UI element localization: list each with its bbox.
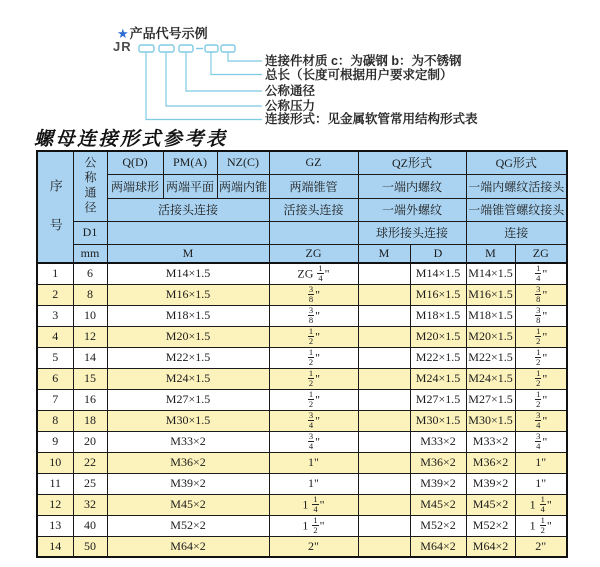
cell-seq: 4 bbox=[37, 326, 73, 347]
header-d1: D1 bbox=[73, 221, 107, 244]
cell-dn-mm: 20 bbox=[73, 431, 107, 452]
cell-dn-mm: 18 bbox=[73, 410, 107, 431]
cell-qg-zg: 1 $\frac{1}{2}$ " bbox=[515, 515, 567, 536]
cell-qg-m: M33×2 bbox=[466, 431, 515, 452]
header-qg: QG形式 bbox=[466, 151, 567, 174]
code-box-1 bbox=[139, 45, 154, 52]
header-nzc-desc: 两端内锥 bbox=[217, 174, 269, 198]
cell-qg-zg: $\frac{1}{2}$ " bbox=[515, 368, 567, 389]
cell-m: M39×2 bbox=[107, 473, 269, 494]
header-pma: PM(A) bbox=[163, 151, 217, 174]
cell-gz-zg: $\frac{1}{2}$ " bbox=[269, 326, 358, 347]
table-row bbox=[37, 494, 567, 515]
cell-seq: 9 bbox=[37, 431, 73, 452]
cell-m: M14×1.5 bbox=[107, 263, 269, 284]
header-qg-desc2: 一端锥管螺纹接头 bbox=[466, 198, 567, 221]
code-box-5 bbox=[221, 45, 235, 52]
cell-gz-zg: $\frac{3}{8}$ " bbox=[269, 284, 358, 305]
cell-qg-zg: $\frac{1}{2}$ " bbox=[515, 326, 567, 347]
cell-qz-m bbox=[358, 473, 410, 494]
header-union-connection: 活接头连接 bbox=[107, 198, 269, 221]
header-qg-connection: 连接 bbox=[466, 221, 567, 244]
cell-qg-zg: 2" bbox=[515, 536, 567, 557]
leader-line-length bbox=[211, 52, 262, 75]
leader-line-pressure bbox=[166, 52, 262, 106]
header-dn-label: 公称通径 bbox=[83, 155, 97, 216]
cell-qz-m bbox=[358, 368, 410, 389]
cell-seq: 6 bbox=[37, 368, 73, 389]
cell-qz-d: M30×1.5 bbox=[410, 410, 466, 431]
cell-qz-m bbox=[358, 431, 410, 452]
code-box-3 bbox=[179, 45, 193, 52]
cell-dn-mm: 32 bbox=[73, 494, 107, 515]
code-label-material: 连接件材质 c：为碳钢 b：为不锈钢 bbox=[265, 54, 462, 68]
table-row bbox=[37, 305, 567, 326]
cell-gz-zg: $\frac{3}{4}$ " bbox=[269, 410, 358, 431]
cell-dn-mm: 16 bbox=[73, 389, 107, 410]
cell-gz-zg: 2" bbox=[269, 536, 358, 557]
cell-gz-zg: 1" bbox=[269, 473, 358, 494]
header-gz: GZ bbox=[269, 151, 358, 174]
code-label-length: 总长（长度可根据用户要求定制） bbox=[265, 68, 453, 82]
cell-qz-d: M39×2 bbox=[410, 473, 466, 494]
cell-seq: 12 bbox=[37, 494, 73, 515]
cell-m: M52×2 bbox=[107, 515, 269, 536]
cell-qg-zg: 1 $\frac{1}{4}$ " bbox=[515, 494, 567, 515]
cell-m: M18×1.5 bbox=[107, 305, 269, 326]
cell-gz-zg: $\frac{1}{2}$ " bbox=[269, 368, 358, 389]
cell-qz-d: M22×1.5 bbox=[410, 347, 466, 368]
cell-qg-zg: $\frac{3}{4}$ " bbox=[515, 410, 567, 431]
cell-dn-mm: 8 bbox=[73, 284, 107, 305]
cell-qz-d: M33×2 bbox=[410, 431, 466, 452]
header-qz-desc1: 一端内螺纹 bbox=[358, 174, 466, 198]
cell-m: M33×2 bbox=[107, 431, 269, 452]
cell-gz-zg: $\frac{3}{8}$ " bbox=[269, 305, 358, 326]
cell-dn-mm: 50 bbox=[73, 536, 107, 557]
header-qd: Q(D) bbox=[107, 151, 163, 174]
cell-seq: 2 bbox=[37, 284, 73, 305]
cell-gz-zg: $\frac{1}{2}$ " bbox=[269, 347, 358, 368]
cell-seq: 3 bbox=[37, 305, 73, 326]
table-row bbox=[37, 473, 567, 494]
header-gz-connection: 活接头连接 bbox=[269, 198, 358, 221]
cell-qg-m: M45×2 bbox=[466, 494, 515, 515]
cell-qz-m bbox=[358, 305, 410, 326]
cell-qg-zg: $\frac{3}{8}$ " bbox=[515, 284, 567, 305]
cell-dn-mm: 6 bbox=[73, 263, 107, 284]
code-label-pressure: 公称压力 bbox=[265, 99, 316, 113]
cell-qz-d: M18×1.5 bbox=[410, 305, 466, 326]
cell-qz-d: M64×2 bbox=[410, 536, 466, 557]
header-qz-desc2: 一端外螺纹 bbox=[358, 198, 466, 221]
table-row bbox=[37, 326, 567, 347]
cell-qg-m: M14×1.5 bbox=[466, 263, 515, 284]
cell-m: M20×1.5 bbox=[107, 326, 269, 347]
header-pma-desc: 两端平面 bbox=[163, 174, 217, 198]
cell-seq: 13 bbox=[37, 515, 73, 536]
cell-qz-d: M45×2 bbox=[410, 494, 466, 515]
star-icon: ★ bbox=[117, 26, 129, 41]
code-label-diameter: 公称通径 bbox=[265, 84, 316, 98]
cell-m: M36×2 bbox=[107, 452, 269, 473]
cell-qz-m bbox=[358, 389, 410, 410]
cell-qg-m: M18×1.5 bbox=[466, 305, 515, 326]
cell-dn-mm: 15 bbox=[73, 368, 107, 389]
cell-dn-mm: 14 bbox=[73, 347, 107, 368]
table-row bbox=[37, 368, 567, 389]
header-seq bbox=[37, 151, 73, 263]
header-blank-gz bbox=[269, 221, 358, 244]
header-seq-label: 序号 bbox=[47, 179, 63, 257]
header-gz-desc: 两端锥管 bbox=[269, 174, 358, 198]
code-boxes bbox=[139, 45, 235, 52]
cell-qz-m bbox=[358, 326, 410, 347]
cell-m: M27×1.5 bbox=[107, 389, 269, 410]
cell-dn-mm: 22 bbox=[73, 452, 107, 473]
table-row bbox=[37, 389, 567, 410]
cell-gz-zg: $\frac{1}{2}$ " bbox=[269, 389, 358, 410]
cell-qz-m bbox=[358, 410, 410, 431]
header-m-main: M bbox=[107, 244, 269, 263]
cell-qg-m: M64×2 bbox=[466, 536, 515, 557]
cell-qg-zg: $\frac{1}{2}$ " bbox=[515, 347, 567, 368]
cell-qz-m bbox=[358, 515, 410, 536]
cell-qg-m: M39×2 bbox=[466, 473, 515, 494]
cell-gz-zg: $\frac{3}{4}$ " bbox=[269, 431, 358, 452]
cell-dn-mm: 12 bbox=[73, 326, 107, 347]
header-d-qz: D bbox=[410, 244, 466, 263]
table-row bbox=[37, 536, 567, 557]
cell-dn-mm: 40 bbox=[73, 515, 107, 536]
cell-gz-zg: 1 $\frac{1}{4}$ " bbox=[269, 494, 358, 515]
cell-m: M24×1.5 bbox=[107, 368, 269, 389]
table-row bbox=[37, 284, 567, 305]
cell-seq: 1 bbox=[37, 263, 73, 284]
cell-qz-d: M24×1.5 bbox=[410, 368, 466, 389]
header-dn bbox=[73, 151, 107, 221]
cell-qg-m: M20×1.5 bbox=[466, 326, 515, 347]
cell-qg-zg: 1" bbox=[515, 473, 567, 494]
cell-gz-zg: ZG $\frac{1}{4}$ " bbox=[269, 263, 358, 284]
cell-m: M22×1.5 bbox=[107, 347, 269, 368]
cell-seq: 14 bbox=[37, 536, 73, 557]
cell-m: M16×1.5 bbox=[107, 284, 269, 305]
diagram-title-text: 产品代号示例 bbox=[129, 26, 208, 41]
header-m-qg: M bbox=[466, 244, 515, 263]
cell-qg-zg: $\frac{1}{2}$ " bbox=[515, 389, 567, 410]
cell-dn-mm: 25 bbox=[73, 473, 107, 494]
cell-qg-zg: $\frac{3}{8}$ " bbox=[515, 305, 567, 326]
cell-qz-m bbox=[358, 536, 410, 557]
cell-qg-m: M16×1.5 bbox=[466, 284, 515, 305]
header-qg-desc1: 一端内螺纹活接头 bbox=[466, 174, 567, 198]
cell-gz-zg: 1" bbox=[269, 452, 358, 473]
cell-gz-zg: 1 $\frac{1}{2}$ " bbox=[269, 515, 358, 536]
cell-dn-mm: 10 bbox=[73, 305, 107, 326]
table-row bbox=[37, 347, 567, 368]
code-box-4 bbox=[205, 45, 218, 52]
cell-qg-m: M24×1.5 bbox=[466, 368, 515, 389]
header-qz-connection: 球形接头连接 bbox=[358, 221, 466, 244]
header-nzc: NZ(C) bbox=[217, 151, 269, 174]
header-qd-desc: 两端球形 bbox=[107, 174, 163, 198]
cell-qz-d: M27×1.5 bbox=[410, 389, 466, 410]
cell-m: M30×1.5 bbox=[107, 410, 269, 431]
code-label-connection: 连接形式：见金属软管常用结构形式表 bbox=[265, 112, 478, 126]
table-row bbox=[37, 452, 567, 473]
cell-qg-m: M22×1.5 bbox=[466, 347, 515, 368]
cell-m: M64×2 bbox=[107, 536, 269, 557]
cell-qg-zg: $\frac{3}{4}$ " bbox=[515, 431, 567, 452]
table-row bbox=[37, 263, 567, 284]
header-qz: QZ形式 bbox=[358, 151, 466, 174]
cell-seq: 10 bbox=[37, 452, 73, 473]
cell-qz-d: M16×1.5 bbox=[410, 284, 466, 305]
cell-qz-m bbox=[358, 494, 410, 515]
cell-qz-m bbox=[358, 284, 410, 305]
cell-seq: 5 bbox=[37, 347, 73, 368]
cell-qg-m: M27×1.5 bbox=[466, 389, 515, 410]
cell-m: M45×2 bbox=[107, 494, 269, 515]
table-row bbox=[37, 515, 567, 536]
table-title: 螺母连接形式参考表 bbox=[34, 129, 228, 150]
leader-line-connection bbox=[146, 52, 262, 120]
table-row bbox=[37, 410, 567, 431]
cell-qz-d: M52×2 bbox=[410, 515, 466, 536]
table-row bbox=[37, 431, 567, 452]
cell-qg-m: M36×2 bbox=[466, 452, 515, 473]
code-leader-lines bbox=[146, 52, 262, 120]
cell-qz-m bbox=[358, 263, 410, 284]
cell-qg-m: M30×1.5 bbox=[466, 410, 515, 431]
header-zg-qg: ZG bbox=[515, 244, 567, 263]
cell-qg-m: M52×2 bbox=[466, 515, 515, 536]
cell-seq: 7 bbox=[37, 389, 73, 410]
cell-qz-d: M14×1.5 bbox=[410, 263, 466, 284]
cell-qg-zg: $\frac{1}{4}$ " bbox=[515, 263, 567, 284]
cell-qz-d: M36×2 bbox=[410, 452, 466, 473]
table-header bbox=[37, 151, 567, 263]
header-mm: mm bbox=[73, 244, 107, 263]
header-blank-left bbox=[107, 221, 269, 244]
table-body bbox=[37, 263, 567, 557]
leader-line-material bbox=[228, 52, 262, 61]
product-code-prefix: JR bbox=[113, 39, 132, 54]
leader-line-diameter bbox=[186, 52, 262, 91]
cell-seq: 11 bbox=[37, 473, 73, 494]
header-m-qz: M bbox=[358, 244, 410, 263]
header-zg-gz: ZG bbox=[269, 244, 358, 263]
cell-qg-zg: 1" bbox=[515, 452, 567, 473]
cell-qz-d: M20×1.5 bbox=[410, 326, 466, 347]
nut-connection-table bbox=[36, 150, 568, 558]
cell-seq: 8 bbox=[37, 410, 73, 431]
code-box-2 bbox=[159, 45, 174, 52]
cell-qz-m bbox=[358, 452, 410, 473]
cell-qz-m bbox=[358, 347, 410, 368]
